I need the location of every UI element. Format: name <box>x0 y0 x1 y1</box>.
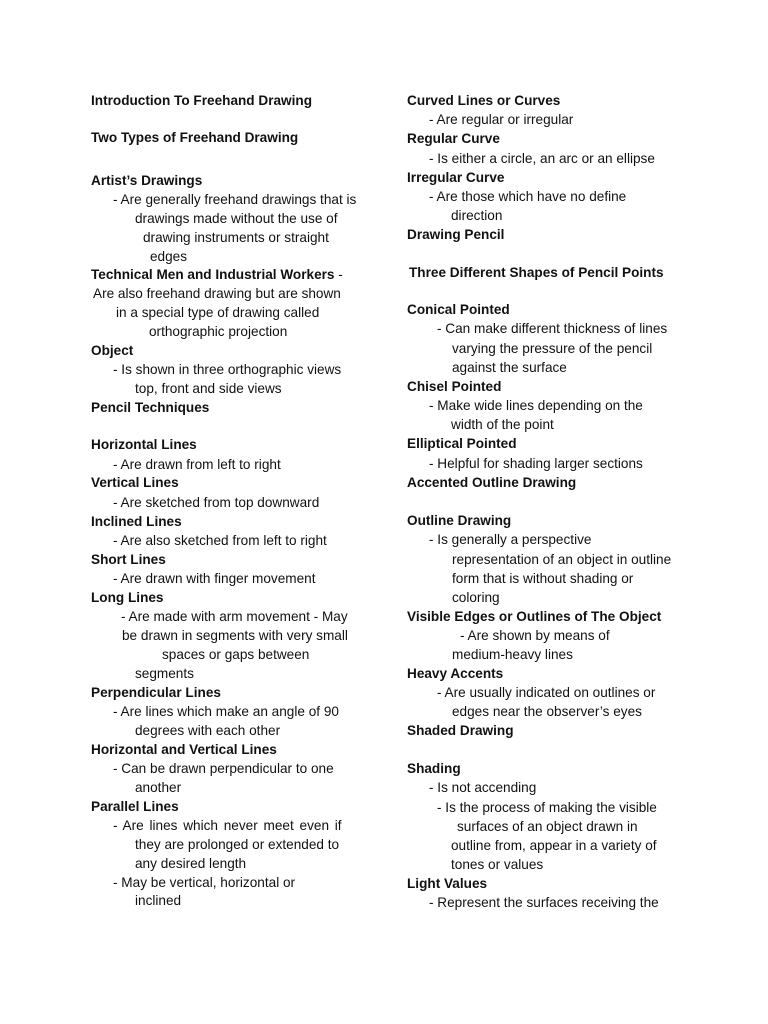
definition-line: - Are sketched from top downward <box>113 495 320 510</box>
definition-line: direction <box>451 208 503 223</box>
definition-line: drawings made without the use of <box>135 211 338 226</box>
term-heading: Artist’s Drawings <box>91 173 203 188</box>
definition-line: edges <box>150 249 188 264</box>
definition-line: varying the pressure of the pencil <box>452 341 653 356</box>
definition-line: edges near the observer’s eyes <box>452 704 642 719</box>
definition-line: against the surface <box>452 360 567 375</box>
definition-line: - Are made with arm movement - May <box>121 609 348 624</box>
definition-line: - Are also sketched from left to right <box>113 533 327 548</box>
definition-line: - Are generally freehand drawings that is <box>113 192 357 207</box>
heading-dash: - <box>334 267 343 282</box>
term-heading: Irregular Curve <box>407 170 505 185</box>
definition-line: outline from, appear in a variety of <box>451 838 657 853</box>
definition-line: they are prolonged or extended to <box>135 837 340 852</box>
definition-line: top, front and side views <box>135 381 282 396</box>
section-heading: Pencil Techniques <box>91 400 210 415</box>
definition-line: - Is not accending <box>429 780 537 795</box>
definition-line: - Are drawn with finger movement <box>113 571 316 586</box>
section-heading: Three Different Shapes of Pencil Points <box>409 265 664 280</box>
term-heading: Shading <box>407 761 461 776</box>
term-heading: Curved Lines or Curves <box>407 93 561 108</box>
definition-line: medium-heavy lines <box>452 647 573 662</box>
section-heading: Shaded Drawing <box>407 723 514 738</box>
definition-line: - Is the process of making the visible <box>437 800 657 815</box>
definition-line: drawing instruments or straight <box>143 230 329 245</box>
definition-line: - May be vertical, horizontal or <box>113 875 296 890</box>
term-heading: Drawing Pencil <box>407 227 505 242</box>
definition-line: spaces or gaps between <box>162 647 310 662</box>
term-heading: Horizontal and Vertical Lines <box>91 742 277 757</box>
term-heading-line <box>91 267 343 283</box>
term-heading: Conical Pointed <box>407 302 510 317</box>
definition-line: any desired length <box>135 856 247 871</box>
definition-line: - Can make different thickness of lines <box>437 321 668 336</box>
term-heading: Outline Drawing <box>407 513 512 528</box>
term-heading: Horizontal Lines <box>91 437 197 452</box>
definition-line: coloring <box>452 590 500 605</box>
definition-line: - Make wide lines depending on the <box>429 398 643 413</box>
term-heading: Light Values <box>407 876 488 891</box>
right-column <box>384 0 768 1024</box>
section-heading: Two Types of Freehand Drawing <box>91 130 299 145</box>
definition-line: form that is without shading or <box>452 571 634 586</box>
term-heading: Technical Men and Industrial Workers <box>91 267 335 282</box>
section-heading: Accented Outline Drawing <box>407 475 577 490</box>
definition-line: - Is shown in three orthographic views <box>113 362 342 377</box>
term-heading: Elliptical Pointed <box>407 436 517 451</box>
definition-line: - Are lines which make an angle of 90 <box>113 704 339 719</box>
term-heading: Chisel Pointed <box>407 379 502 394</box>
term-heading: Perpendicular Lines <box>91 685 221 700</box>
definition-line: segments <box>135 666 194 681</box>
definition-line: another <box>135 780 182 795</box>
term-heading: Regular Curve <box>407 131 500 146</box>
definition-line: - Are those which have no define <box>429 189 627 204</box>
definition-line: - Are usually indicated on outlines or <box>437 685 656 700</box>
definition-line: surfaces of an object drawn in <box>457 819 638 834</box>
term-heading: Vertical Lines <box>91 475 179 490</box>
definition-line: tones or values <box>451 857 544 872</box>
definition-line: degrees with each other <box>135 723 281 738</box>
definition-line: - Helpful for shading larger sections <box>429 456 643 471</box>
definition-line: - Can be drawn perpendicular to one <box>113 761 334 776</box>
definition-line: orthographic projection <box>149 324 288 339</box>
term-heading: Inclined Lines <box>91 514 182 529</box>
definition-line: - Are regular or irregular <box>429 112 574 127</box>
definition-line: Are also freehand drawing but are shown <box>93 286 341 301</box>
definition-line: in a special type of drawing called <box>116 305 320 320</box>
definition-line: - Is generally a perspective <box>429 532 592 547</box>
definition-line: - Is either a circle, an arc or an ellipse <box>429 151 655 166</box>
document-title: Introduction To Freehand Drawing <box>91 93 313 108</box>
term-heading: Heavy Accents <box>407 666 504 681</box>
term-heading: Object <box>91 343 134 358</box>
definition-line: width of the point <box>451 417 554 432</box>
definition-line: - Are lines which never meet even if <box>113 818 342 833</box>
term-heading: Short Lines <box>91 552 166 567</box>
definition-line: - Are shown by means of <box>460 628 610 643</box>
definition-line: representation of an object in outline <box>452 552 672 567</box>
term-heading: Parallel Lines <box>91 799 179 814</box>
term-heading: Long Lines <box>91 590 164 605</box>
definition-line: be drawn in segments with very small <box>122 628 348 643</box>
definition-line: - Represent the surfaces receiving the <box>429 895 659 910</box>
definition-line: - Are drawn from left to right <box>113 457 281 472</box>
definition-line: inclined <box>135 893 182 908</box>
term-heading: Visible Edges or Outlines of The Object <box>407 609 662 624</box>
